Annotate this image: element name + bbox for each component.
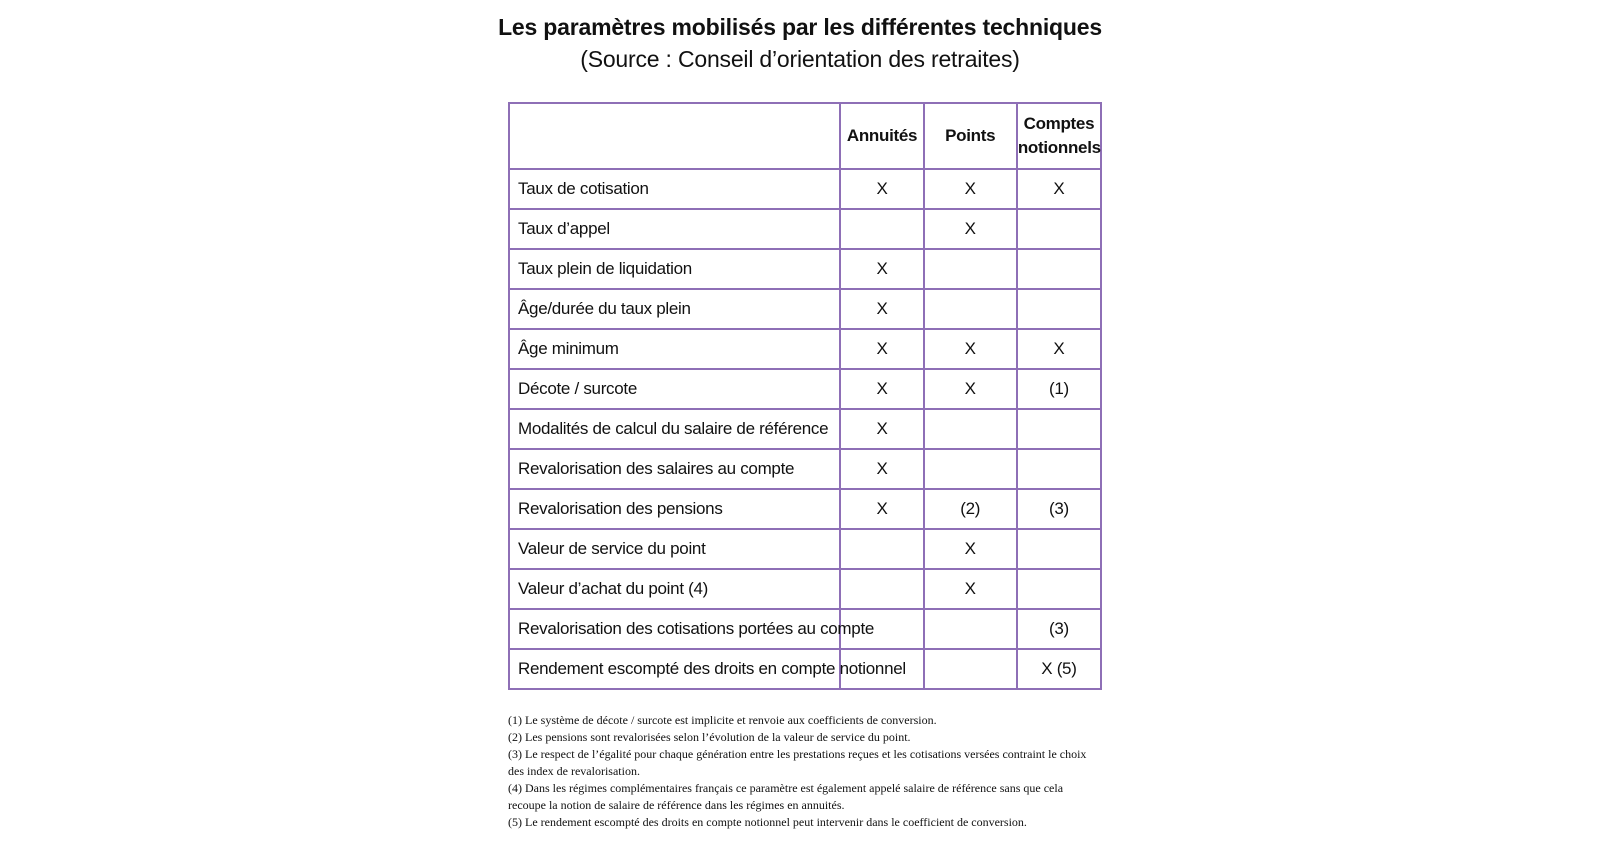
cell-comptes-notionnels [1017,249,1101,289]
row-label: Modalités de calcul du salaire de référence [509,409,840,449]
cell-comptes-notionnels [1017,209,1101,249]
table-row [509,289,1101,329]
cell-comptes-notionnels [1017,529,1101,569]
cell-comptes-notionnels [1017,569,1101,609]
cell-comptes-notionnels [1017,289,1101,329]
cell-points [924,449,1017,489]
row-label: Revalorisation des salaires au compte [509,449,840,489]
row-label: Rendement escompté des droits en compte notionnel [509,649,840,689]
cell-points: X [924,329,1017,369]
footnote: (5) Le rendement escompté des droits en compte notionnel peut intervenir dans le coefficient de conversion. [508,815,1027,829]
table-row [509,449,1101,489]
table-body [509,169,1101,689]
cell-comptes-notionnels: (1) [1017,369,1101,409]
row-label: Âge minimum [509,329,840,369]
cell-points: X [924,569,1017,609]
cell-comptes-notionnels: X (5) [1017,649,1101,689]
row-label: Revalorisation des cotisations portées au compte [509,609,840,649]
cell-annuites [840,569,923,609]
cell-annuites: X [840,369,923,409]
cell-points [924,289,1017,329]
row-label: Âge/durée du taux plein [509,289,840,329]
table-row [509,249,1101,289]
table-row [509,329,1101,369]
cell-annuites: X [840,249,923,289]
row-label: Taux de cotisation [509,169,840,209]
cell-points [924,409,1017,449]
cell-comptes-notionnels: X [1017,169,1101,209]
row-label: Valeur d’achat du point (4) [509,569,840,609]
table-row [509,529,1101,569]
cell-points: X [924,209,1017,249]
row-label: Revalorisation des pensions [509,489,840,529]
header-annuites: Annuités [840,103,923,169]
cell-comptes-notionnels [1017,449,1101,489]
cell-annuites: X [840,489,923,529]
table-row [509,489,1101,529]
row-label: Décote / surcote [509,369,840,409]
cell-annuites: X [840,329,923,369]
table-row [509,169,1101,209]
parameters-table [508,102,1102,690]
table-row [509,569,1101,609]
cell-comptes-notionnels: (3) [1017,489,1101,529]
cell-points: X [924,169,1017,209]
table-row [509,409,1101,449]
cell-comptes-notionnels: X [1017,329,1101,369]
footnote: (2) Les pensions sont revalorisées selon l’évolution de la valeur de service du point. [508,730,911,744]
footnote: (4) Dans les régimes complémentaires français ce paramètre est également appelé salaire de référence sans que cela recoupe la notion de salaire de référence dans les régimes en annuités. [508,781,1064,812]
page-title: Les paramètres mobilisés par les différentes techniques [498,14,1102,40]
footnote: (3) Le respect de l’égalité pour chaque génération entre les prestations reçues et les cotisations versées contraint le choix des index de revalorisation. [508,747,1087,778]
cell-annuites [840,209,923,249]
header-comptes-notionnels: Comptes notionnels [1017,103,1101,169]
footnote: (1) Le système de décote / surcote est implicite et renvoie aux coefficients de conversion. [508,713,937,727]
cell-points: X [924,369,1017,409]
footnotes [508,712,1102,831]
cell-comptes-notionnels: (3) [1017,609,1101,649]
cell-comptes-notionnels [1017,409,1101,449]
cell-points [924,249,1017,289]
row-label: Taux plein de liquidation [509,249,840,289]
cell-points [924,649,1017,689]
cell-annuites [840,529,923,569]
table-header-row [509,103,1101,169]
table-row [509,609,1101,649]
cell-points: X [924,529,1017,569]
cell-points: (2) [924,489,1017,529]
page-subtitle: (Source : Conseil d’orientation des retraites) [580,46,1020,72]
table-row [509,649,1101,689]
table-row [509,369,1101,409]
row-label: Taux d’appel [509,209,840,249]
cell-annuites: X [840,169,923,209]
table-row [509,209,1101,249]
row-label: Valeur de service du point [509,529,840,569]
cell-annuites: X [840,449,923,489]
cell-points [924,609,1017,649]
header-empty [509,103,840,169]
header-points: Points [924,103,1017,169]
cell-annuites: X [840,289,923,329]
cell-annuites: X [840,409,923,449]
